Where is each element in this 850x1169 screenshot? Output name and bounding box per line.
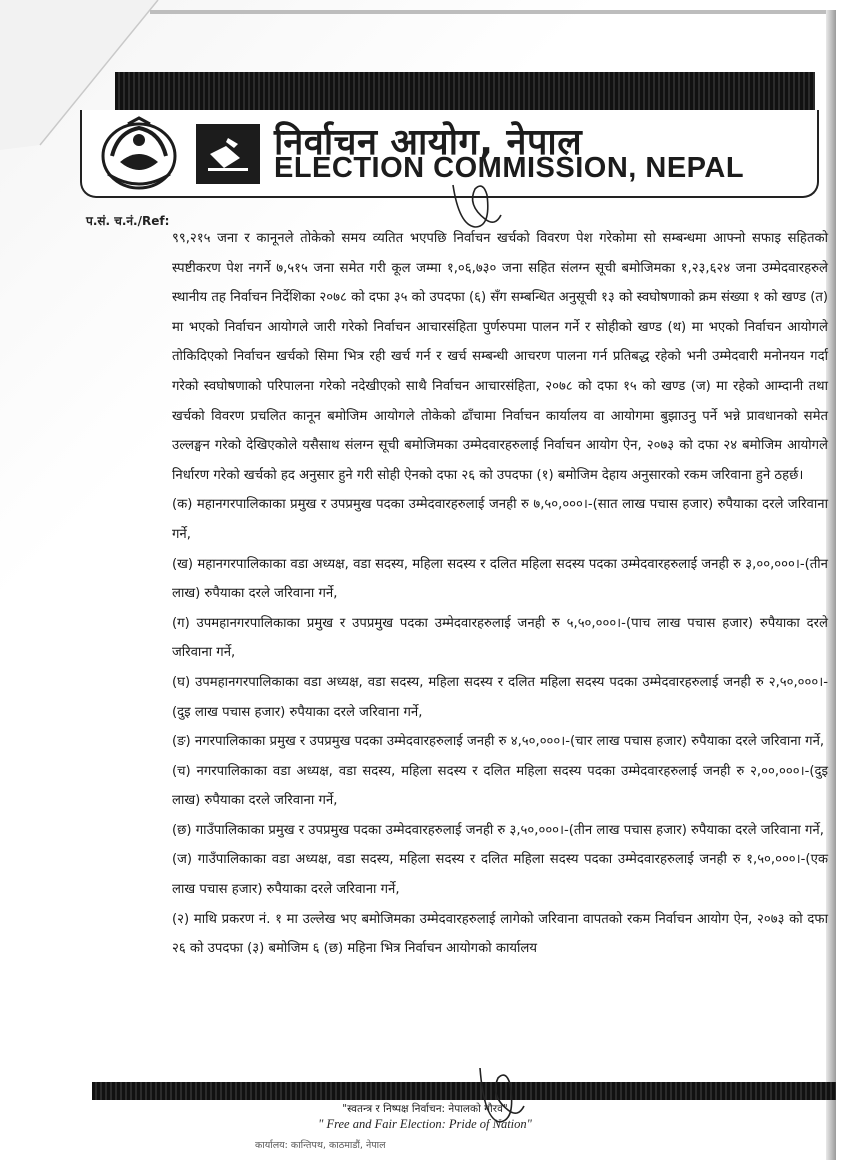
list-item: (क) महानगरपालिकाका प्रमुख र उपप्रमुख पदका उम्मेदवारहरुलाई जनही रु ७,५०,०००।-(सात लाख पचास हजार) रुपैयाका दरले जरिवाना गर्ने,: [172, 497, 828, 542]
office-address: कार्यालय: कान्तिपथ, काठमाडौं, नेपाल: [255, 1140, 386, 1151]
list-item: (छ) गाउँपालिकाका प्रमुख र उपप्रमुख पदका उम्मेदवारहरुलाई जनही रु ३,५०,०००।-(तीन लाख पचास हजार) रुपैयाका दरले जरिवाना गर्ने,: [172, 822, 824, 838]
paragraph-2: (२) माथि प्रकरण नं. १ मा उल्लेख भए बमोजिमका उम्मेदवारहरुलाई लागेको जरिवाना वापतको रकम निर्वाचन आयोग ऐन, २०७३ को दफा २६ को उपदफा (३) बमोजिम ६ (छ) महिना भित्र निर्वाचन आयोगको कार्यालय: [172, 911, 828, 957]
signature-mark: [470, 1060, 530, 1130]
commission-title-nepali: निर्वाचन आयोग, नेपाल: [274, 122, 583, 163]
list-item: (घ) उपमहानगरपालिकाका वडा अध्यक्ष, वडा सदस्य, महिला सदस्य र दलित महिला सदस्य पदका उम्मेदवारहरुलाई जनही रु २,५०,०००।-(दुइ लाख पचास हजार) रुपैयाका दरले जरिवाना गर्ने,: [172, 674, 828, 720]
slogan-english: " Free and Fair Election: Pride of Nation": [318, 1117, 532, 1131]
ballot-box-icon: [196, 124, 260, 184]
main-paragraph: ९९,२१५ जना र कानूनले तोकेको समय व्यतित भएपछि निर्वाचन खर्चको विवरण पेश गरेकोमा सो सम्बन्धमा आफ्नो सफाइ सहितको स्पष्टीकरण पेश नगर्ने ७,५१५ जना समेत गरी कूल जम्मा १,०६,७३० जना सहित संलग्न सूची बमोजिमका १,२३,६२४ जना उम्मेदवारहरुले स्थानीय तह निर्वाचन निर्देशिका २०७८ को दफा ३५ को उपदफा (६) सँग सम्बन्धित अनुसूची १३ को स्वघोषणाको क्रम संख्या १ को खण्ड (त) मा भएको निर्वाचन आयोगले जारी गरेको निर्वाचन आचारसंहिता पुर्णरुपमा पालन गर्ने र सोहीको खण्ड (थ) मा भएको निर्वाचन आयोगले तोकिदिएको निर्वाचन खर्चको सिमा भित्र रही खर्च गर्न र खर्च सम्बन्धी आचरण पालना गर्न प्रतिबद्ध रहेको भनी उम्मेदवारी मनोनयन गर्दा गरेको स्वघोषणाको परिपालना गरेको नदेखीएको साथै निर्वाचन आचारसंहिता, २०७८ को दफा १५ को खण्ड (ज) मा रहेको आम्दानी तथा खर्चको विवरण प्रचलित कानून बमोजिम आयोगले तोकेको ढाँचामा निर्वाचन कार्यालय वा आयोगमा बुझाउनु पर्ने भन्ने प्रावधानको समेत उल्लङ्घन गरेको देखिएकोले यसैसाथ संलग्न सूची बमोजिमका उम्मेदवारहरुलाई निर्वाचन आयोग ऐन, २०७३ को दफा २४ बमोजिम आयोगले निर्धारण गरेको खर्चको हद अनुसार हुने गरी सोही ऐनको दफा २६ को उपदफा (१) बमोजिम देहाय अनुसारको रकम जरिवाना हुने ठहर्छ।: [172, 231, 828, 483]
list-item: (ख) महानगरपालिकाका वडा अध्यक्ष, वडा सदस्य, महिला सदस्य र दलित महिला सदस्य पदका उम्मेदवारहरुलाई जनही रु ३,००,०००।-(तीन लाख) रुपैयाका दरले जरिवाना गर्ने,: [172, 556, 828, 602]
letter-body: [172, 224, 828, 964]
list-item: (च) नगरपालिकाका वडा अध्यक्ष, वडा सदस्य, महिला सदस्य र दलित महिला सदस्य पदका उम्मेदवारहरुलाई जनही रु २,००,०००।-(दुइ लाख) रुपैयाका दरले जरिवाना गर्ने,: [172, 763, 828, 809]
list-item: (ग) उपमहानगरपालिकाका प्रमुख र उपप्रमुख पदका उम्मेदवारहरुलाई जनही रु ५,५०,०००।-(पाच लाख पचास हजार) रुपैयाका दरले जरिवाना गर्ने,: [172, 615, 828, 661]
nepal-emblem-icon: [98, 116, 180, 192]
page-top-edge: [150, 10, 836, 14]
list-item: (ङ) नगरपालिकाका प्रमुख र उपप्रमुख पदका उम्मेदवारहरुलाई जनही रु ४,५०,०००।-(चार लाख पचास हजार) रुपैयाका दरले जरिवाना गर्ने,: [172, 734, 825, 750]
list-item: (ज) गाउँपालिकाका वडा अध्यक्ष, वडा सदस्य, महिला सदस्य र दलित महिला सदस्य पदका उम्मेदवारहरुलाई जनही रु १,५०,०००।-(एक लाख पचास हजार) रुपैयाका दरले जरिवाना गर्ने,: [172, 852, 828, 898]
commission-title-english: ELECTION COMMISSION, NEPAL: [274, 152, 745, 184]
letterhead-bottom-bar: [92, 1082, 836, 1100]
slogan-nepali: "स्वतन्त्र र निष्पक्ष निर्वाचन: नेपालको गौरव": [342, 1103, 508, 1115]
letterhead-top-bar: [115, 72, 815, 112]
reference-label: प.सं. च.नं./Ref:: [86, 214, 170, 228]
